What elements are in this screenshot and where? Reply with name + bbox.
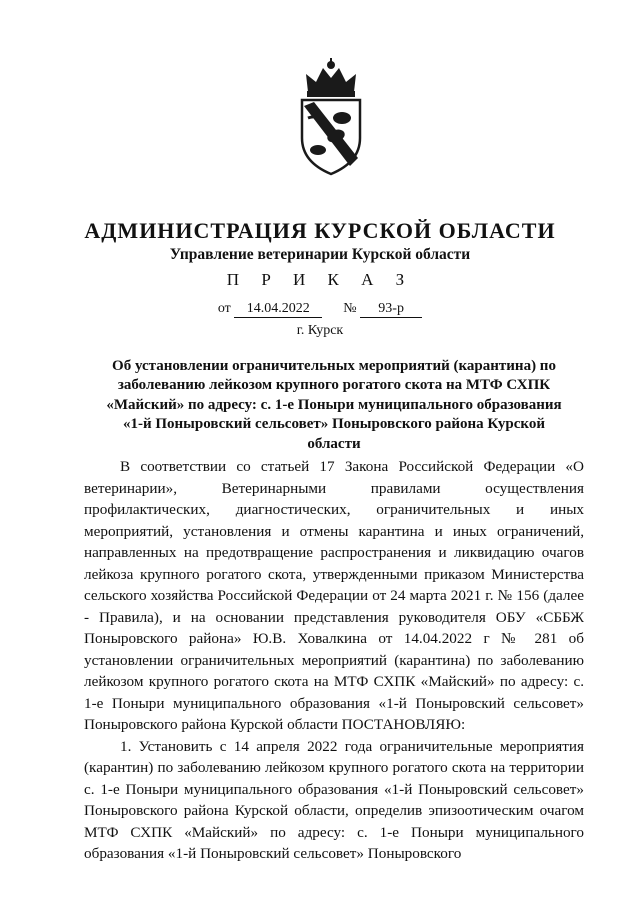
department-name: Управление ветеринарии Курской области xyxy=(169,246,471,263)
document-meta xyxy=(0,301,640,318)
document-date: 14.04.2022 xyxy=(234,301,322,318)
date-prefix: от xyxy=(217,301,231,316)
document-type: П Р И К А З xyxy=(226,270,414,289)
order-heading: Об установлении ограничительных мероприятий (карантина) по заболеванию лейкозом крупного рогатого скота на МТФ СХПК «Майский» по адресу: с. 1-е Поныри муниципального образования «1-й Поныровский сельсовет» Поныровского района Курской области xyxy=(106,358,562,452)
organization-title: АДМИНИСТРАЦИЯ КУРСКОЙ ОБЛАСТИ xyxy=(84,218,556,243)
number-prefix: № xyxy=(343,301,357,316)
order-body xyxy=(84,456,584,865)
document-number: 93-р xyxy=(360,301,422,318)
body-paragraph: 1. Установить с 14 апреля 2022 года ограничительные мероприятия (карантин) по заболеванию лейкозом крупного рогатого скота на территории с. 1-е Поныри муниципального образования «1-й Поныровский сельсовет» Поныровского района Курской области, определив эпизоотическим очагом МТФ СХПК «Майский» по адресу: с. 1-е Поныри муниципального образования «1-й Поныровский сельсовет» Поныровского xyxy=(84,737,584,862)
document-city: г. Курск xyxy=(296,323,344,338)
coat-of-arms-icon xyxy=(296,58,366,176)
body-paragraph: В соответствии со статьей 17 Закона Российской Федерации «О ветеринарии», Ветеринарными правилами осуществления профилактических, диагностических, ограничительных и иных мероприятий, установления и отмены карантина и иных ограничений, направленных на предотвращение распространения и ликвидацию очагов лейкоза крупного рогатого скота, утвержденными приказом Министерства сельского хозяйства Российской Федерации от 24 марта 2021 г. № 156 (далее - Правила), и на основании представления руководителя ОБУ «СББЖ Поныровского района» Ю.В. Ховалкина от 14.04.2022 г № 281 об установлении ограничительных мероприятий (карантина) по заболеванию лейкозом крупного рогатого скота на МТФ СХПК «Майский» по адресу: с. 1-е Поныри муниципального образования «1-й Поныровский сельсовет» Поныровского района Курской области ПОСТАНОВЛЯЮ: xyxy=(84,458,584,733)
